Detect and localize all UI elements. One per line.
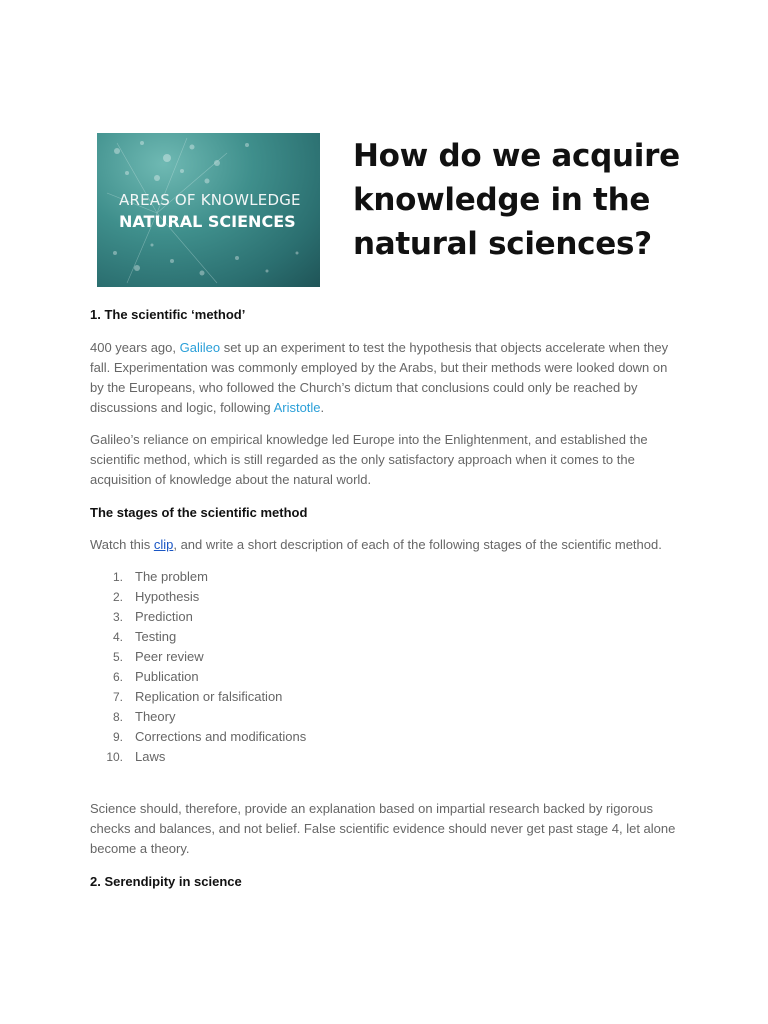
list-item: [90, 667, 682, 687]
paragraph-watch-clip: [90, 535, 682, 555]
list-item: [90, 567, 682, 587]
list-item-label: Replication or falsification: [135, 689, 283, 704]
list-item: [90, 687, 682, 707]
section-heading-scientific-method: 1. The scientific ‘method’: [90, 307, 246, 322]
list-number: 7.: [112, 690, 123, 704]
list-item-label: Theory: [135, 709, 176, 724]
list-item-label: Laws: [135, 749, 166, 764]
article-body: [90, 306, 682, 891]
title-line: How do we acquire: [353, 138, 680, 174]
text-run: , and write a short description of each of the following stages of the scientific method.: [173, 537, 662, 552]
list-item: [90, 587, 682, 607]
list-number: 6.: [112, 670, 123, 684]
list-item-label: Testing: [135, 629, 177, 644]
text-run: 400 years ago,: [90, 340, 180, 355]
banner-line-natural-sciences: NATURAL SCIENCES: [119, 212, 296, 231]
page-title: [353, 134, 713, 266]
paragraph-conclusion: Science should, therefore, provide an explanation based on impartial research backed by rigorous checks and balances, and not belief. False scientific evidence should never get past stage 4, let alone become a theory.: [90, 801, 676, 856]
list-number: 1.: [112, 570, 123, 584]
list-number: 4.: [112, 630, 123, 644]
title-line: natural sciences?: [353, 226, 652, 262]
list-item-label: Prediction: [135, 609, 193, 624]
list-item-label: Corrections and modifications: [135, 729, 307, 744]
aristotle-link[interactable]: Aristotle: [273, 400, 321, 415]
list-item: [90, 647, 682, 667]
banner-line-areas-of-knowledge: AREAS OF KNOWLEDGE: [119, 191, 301, 209]
section-heading-serendipity: 2. Serendipity in science: [90, 874, 242, 889]
clip-link[interactable]: clip: [153, 537, 174, 552]
list-item-label: The problem: [135, 569, 208, 584]
list-number: 9.: [112, 730, 123, 744]
title-line: knowledge in the: [353, 182, 651, 218]
list-item-label: Publication: [135, 669, 199, 684]
galileo-link[interactable]: Galileo: [179, 340, 221, 355]
list-item: [90, 627, 682, 647]
paragraph-empirical-knowledge: Galileo’s reliance on empirical knowledge led Europe into the Enlightenment, and established the scientific method, which is still regarded as the only satisfactory approach when it comes to the acquisition of knowledge about the natural world.: [90, 432, 648, 487]
subheading-stages: The stages of the scientific method: [90, 505, 308, 520]
text-run: Watch this: [90, 537, 154, 552]
areas-of-knowledge-banner-image: [97, 133, 320, 287]
list-number: 3.: [112, 610, 123, 624]
list-number: 8.: [112, 710, 123, 724]
list-number: 10.: [106, 750, 123, 764]
paragraph-galileo-history: [90, 338, 682, 418]
list-item: [90, 747, 682, 767]
list-number: 5.: [112, 650, 123, 664]
list-item: [90, 727, 682, 747]
list-item: [90, 607, 682, 627]
text-run: .: [320, 400, 325, 415]
list-item-label: Hypothesis: [135, 589, 200, 604]
list-item-label: Peer review: [135, 649, 204, 664]
list-number: 2.: [112, 590, 123, 604]
text-run: set up an experiment to test the hypothesis that objects accelerate when they fall. Experimentation was commonly employed by the Arabs, but their methods were looked down on by the Europeans, who followed the Church’s dictum that conclusions could only be reached by discussions and logic, following: [90, 340, 669, 415]
list-item: [90, 707, 682, 727]
water-droplets-decoration: [97, 133, 320, 287]
stages-list: [90, 567, 682, 767]
